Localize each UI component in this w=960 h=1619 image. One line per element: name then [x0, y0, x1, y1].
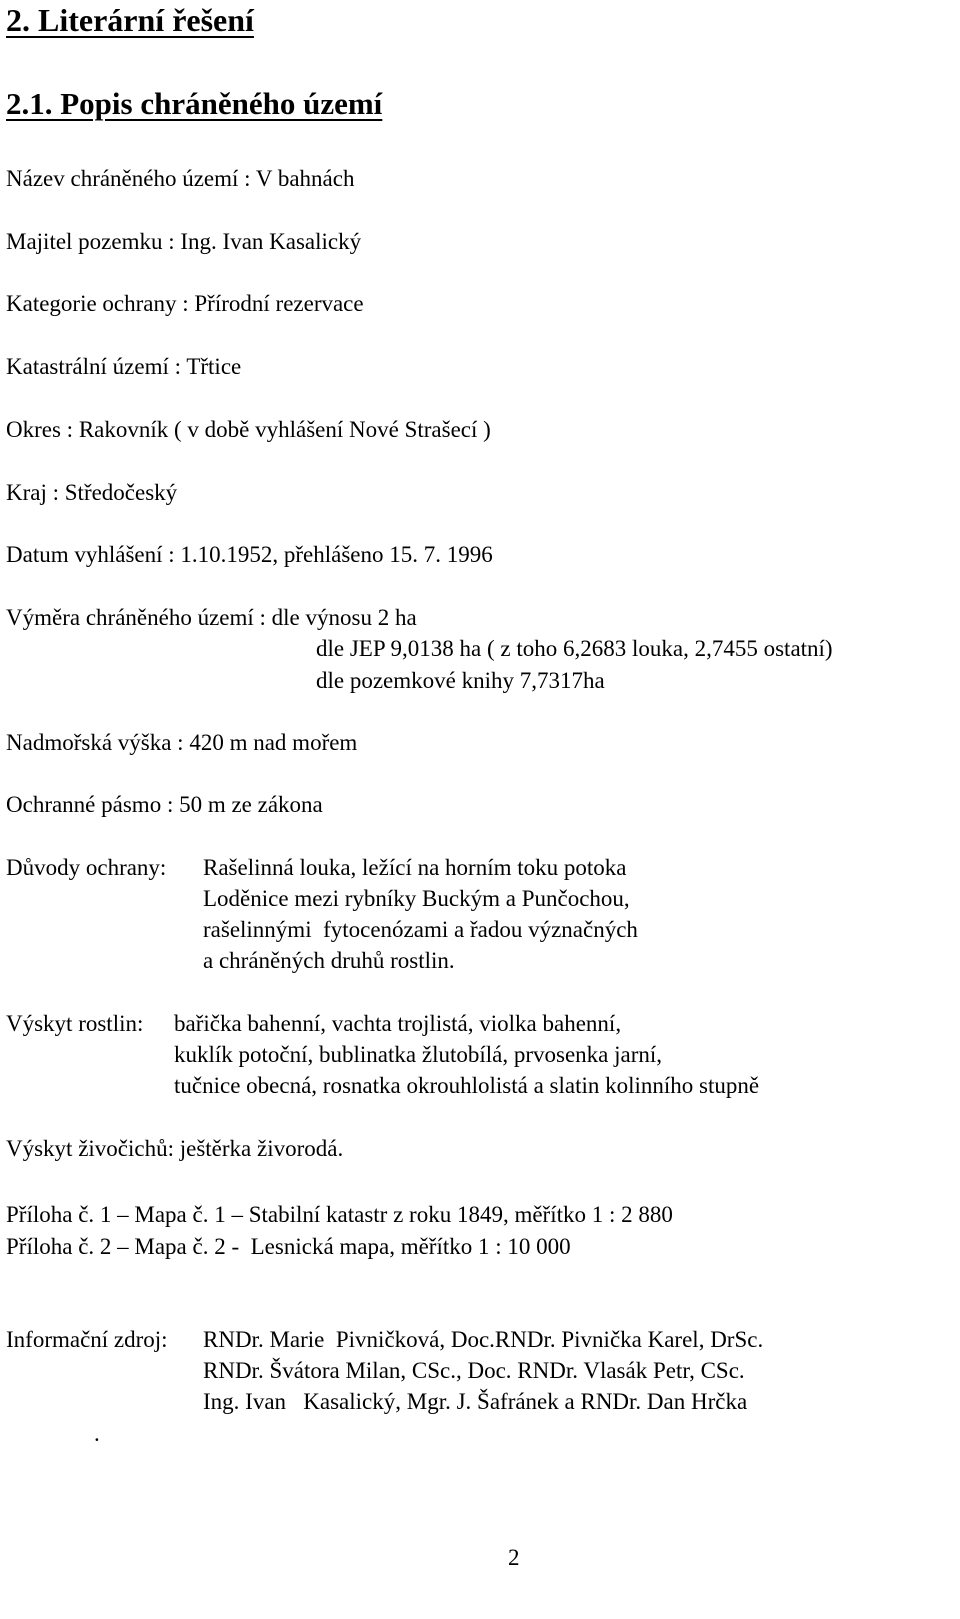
field-kategorie: Kategorie ochrany : Přírodní rezervace [6, 291, 364, 316]
duvody-line: a chráněných druhů rostlin. [203, 948, 455, 973]
heading-literarni-reseni: 2. Literární řešení [6, 2, 254, 38]
rostliny-line: tučnice obecná, rosnatka okrouhlolistá a slatin kolinního stupně [174, 1073, 760, 1098]
stray-dot: . [94, 1421, 100, 1446]
duvody-line: Rašelinná louka, ležící na horním toku potoka [203, 855, 627, 880]
zdroj-label: Informační zdroj: [6, 1327, 168, 1352]
field-zivocichove: Výskyt živočichů: ještěrka živorodá. [6, 1136, 344, 1161]
field-okres: Okres : Rakovník ( v době vyhlášení Nové Strašecí ) [6, 417, 491, 442]
priloha-1: Příloha č. 1 – Mapa č. 1 – Stabilní katastr z roku 1849, měřítko 1 : 2 880 [6, 1202, 673, 1227]
field-vymera-kniha: dle pozemkové knihy 7,7317ha [316, 668, 605, 693]
duvody-line: rašelinnými fytocenózami a řadou význačných [203, 917, 638, 942]
field-kraj: Kraj : Středočeský [6, 480, 178, 505]
rostliny-line: bařička bahenní, vachta trojlistá, violka bahenní, [174, 1011, 622, 1036]
zdroj-line: RNDr. Švátora Milan, CSc., Doc. RNDr. Vlasák Petr, CSc. [203, 1358, 745, 1383]
duvody-line: Loděnice mezi rybníky Buckým a Punčochou, [203, 886, 630, 911]
priloha-2: Příloha č. 2 – Mapa č. 2 - Lesnická mapa, měřítko 1 : 10 000 [6, 1234, 571, 1259]
heading-popis-uzemi: 2.1. Popis chráněného území [6, 86, 383, 121]
field-majitel: Majitel pozemku : Ing. Ivan Kasalický [6, 229, 362, 254]
field-pasmo: Ochranné pásmo : 50 m ze zákona [6, 792, 323, 817]
rostliny-label: Výskyt rostlin: [6, 1011, 144, 1036]
page-number: 2 [508, 1545, 520, 1570]
rostliny-line: kuklík potoční, bublinatka žlutobílá, prvosenka jarní, [174, 1042, 663, 1067]
zdroj-line: Ing. Ivan Kasalický, Mgr. J. Šafránek a RNDr. Dan Hrčka [203, 1389, 748, 1414]
duvody-label: Důvody ochrany: [6, 855, 167, 880]
zdroj-line: RNDr. Marie Pivničková, Doc.RNDr. Pivnička Karel, DrSc. [203, 1327, 764, 1352]
field-nazev: Název chráněného území : V bahnách [6, 166, 355, 191]
field-katastr: Katastrální území : Třtice [6, 354, 242, 379]
field-vyska: Nadmořská výška : 420 m nad mořem [6, 730, 358, 755]
field-vymera: Výměra chráněného území : dle výnosu 2 ha [6, 605, 417, 630]
field-vymera-jep: dle JEP 9,0138 ha ( z toho 6,2683 louka, 2,7455 ostatní) [316, 636, 833, 661]
field-datum: Datum vyhlášení : 1.10.1952, přehlášeno 15. 7. 1996 [6, 542, 493, 567]
